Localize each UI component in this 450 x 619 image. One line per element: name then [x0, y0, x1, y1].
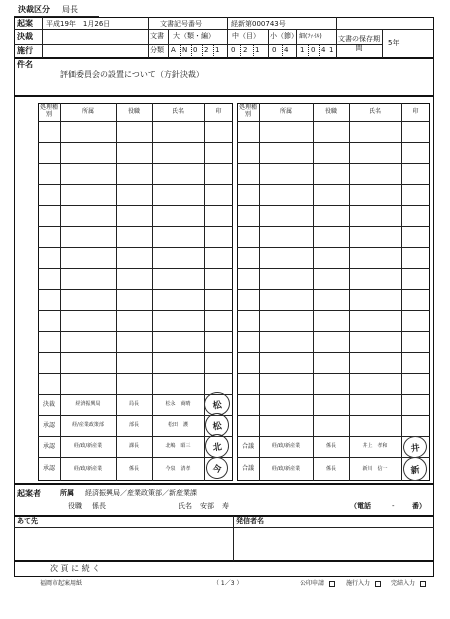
seal-stamp: 北 — [203, 432, 230, 459]
seal-request-label: 公印申請 — [300, 580, 325, 587]
docnum-label: 文書記号番号 — [160, 20, 202, 28]
code-cell: 1 — [255, 46, 260, 54]
row-dept: 経/産業政策部 — [72, 422, 104, 428]
large-class-label: 大（類・編） — [173, 32, 215, 40]
seal-stamp: 新 — [401, 455, 428, 482]
enforce-input-label: 施行入力 — [346, 580, 371, 587]
form-name: 福岡市起案用紙 — [40, 580, 83, 587]
code-cell: 0 — [311, 46, 316, 54]
drafter-dept-value: 経済振興局／産業政策部／新産業課 — [85, 489, 197, 497]
bunrui-label: 分類 — [150, 46, 164, 54]
row-dept: 経/政/新産業 — [73, 465, 103, 472]
row-name: 北嶋 昭三 — [165, 443, 191, 449]
drafter-name-suffix: 寿 — [222, 502, 229, 510]
col-header-role: 役職 — [127, 108, 140, 115]
row-role: 局長 — [128, 401, 139, 407]
row-type: 承認 — [42, 421, 55, 429]
retention-value: 5年 — [388, 39, 400, 47]
code-cell: 0 — [193, 46, 198, 54]
code-cell: 0 — [231, 46, 236, 54]
continued-note: 次 頁 に 続 く — [50, 564, 101, 573]
approval-class-label: 決裁区分 — [18, 5, 50, 14]
subject-title: 評価委員会の設置について（方針決裁） — [60, 70, 204, 79]
row-type: 合議 — [241, 465, 254, 472]
subject-label: 件名 — [17, 60, 33, 69]
tel-label: （電話 — [350, 502, 371, 510]
col-header-type: 処理種別 — [238, 104, 257, 118]
row-type: 承認 — [42, 442, 55, 450]
row-type: 決裁 — [42, 400, 55, 408]
small-class-label: 小（節） — [270, 32, 298, 40]
complete-input-label: 完結入力 — [391, 580, 416, 587]
row-name: 今泉 清孝 — [165, 465, 191, 472]
code-cell: 1 — [329, 46, 334, 54]
drafter-name-label: 氏名 — [178, 502, 192, 510]
col-header-name: 氏名 — [368, 108, 381, 115]
recipient-label: あて先 — [17, 517, 38, 525]
approval-class-value: 局長 — [62, 5, 78, 14]
row-role: 課長 — [128, 443, 139, 449]
enforce-input-checkbox[interactable] — [375, 581, 381, 587]
row-role: 係長 — [128, 465, 139, 472]
row-name: 松田 護 — [167, 422, 188, 428]
row-dept: 経/政/新産業 — [73, 443, 103, 449]
code-cell: 2 — [204, 46, 209, 54]
seal-stamp: 今 — [205, 456, 230, 481]
code-cell: A — [171, 46, 176, 54]
row-dept: 経/政/新産業 — [271, 443, 301, 449]
row-role: 部長 — [128, 422, 139, 428]
enforce-label: 施行 — [17, 46, 33, 55]
tel-end: 番） — [412, 502, 426, 510]
mid-class-label: 中（目） — [232, 32, 260, 40]
col-header-dept: 所属 — [81, 108, 94, 115]
drafter-label: 起案者 — [17, 489, 41, 498]
drafter-role-value: 係長 — [92, 502, 106, 510]
drafter-name-value: 安部 — [200, 502, 214, 510]
row-type: 承認 — [42, 465, 55, 472]
row-name: 松永 商晴 — [165, 401, 191, 407]
draft-date: 平成19年 1月26日 — [46, 20, 111, 28]
col-header-role: 役職 — [324, 108, 337, 115]
drafter-dept-label: 所属 — [60, 489, 74, 497]
code-cell: 2 — [243, 46, 248, 54]
col-header-type: 処理種別 — [39, 104, 58, 118]
col-header-dept: 所属 — [279, 108, 292, 115]
drafter-block — [14, 484, 434, 516]
sender-label: 発信者名 — [236, 517, 264, 525]
code-cell: 1 — [300, 46, 305, 54]
decision-label: 決裁 — [17, 32, 33, 41]
col-header-name: 氏名 — [171, 108, 184, 115]
code-cell: N — [182, 46, 188, 54]
seal-stamp: 松 — [203, 411, 230, 438]
docnum-value: 経新第000743号 — [231, 20, 286, 28]
draft-label: 起案 — [17, 19, 33, 28]
row-dept: 経/政/新産業 — [271, 465, 301, 472]
row-role: 係長 — [325, 465, 336, 472]
seal-request-checkbox[interactable] — [329, 581, 335, 587]
row-dept: 経済振興局 — [75, 401, 101, 407]
col-header-seal: 印 — [412, 108, 419, 115]
code-cell: 0 — [272, 46, 277, 54]
row-name: 新川 信一 — [362, 465, 388, 472]
complete-input-checkbox[interactable] — [420, 581, 426, 587]
bunsho-label: 文書 — [150, 32, 164, 40]
retention-label: 文書の保存期間 — [338, 35, 380, 52]
code-cell: 4 — [284, 46, 289, 54]
col-header-seal: 印 — [215, 108, 222, 115]
page-indicator: （ 1／3 ） — [213, 580, 243, 587]
row-name: 井上 孝和 — [362, 443, 388, 449]
drafter-role-label: 役職 — [68, 502, 82, 510]
row-type: 合議 — [241, 442, 254, 450]
seal-stamp: 井 — [402, 434, 429, 459]
tel-dash: - — [392, 502, 395, 510]
seal-stamp: 松 — [202, 390, 231, 417]
recipient-block — [14, 516, 434, 561]
code-cell: 1 — [215, 46, 220, 54]
fine-class-label: 細(ﾌｧｲﾙ) — [299, 33, 322, 40]
code-cell: 4 — [321, 46, 326, 54]
row-role: 係長 — [325, 443, 336, 449]
